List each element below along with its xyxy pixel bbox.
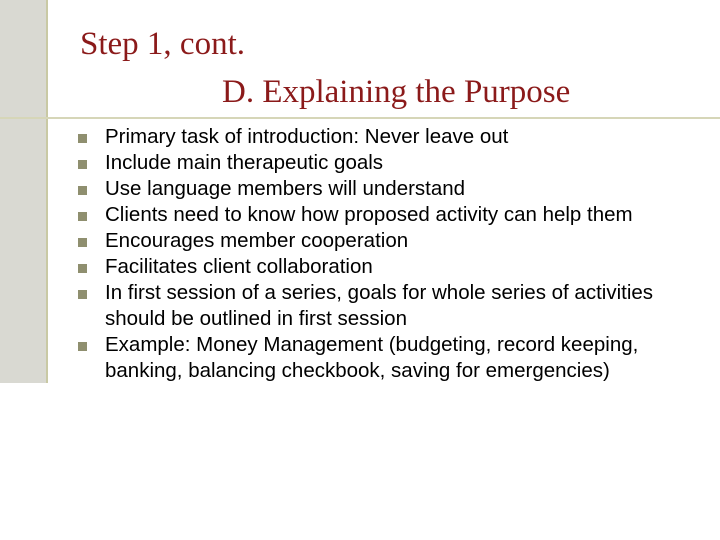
- slide-title: [80, 20, 570, 116]
- title-line-1: Step 1, cont.: [80, 26, 245, 62]
- bullet-item: Include main therapeutic goals: [78, 150, 698, 176]
- title-divider: [0, 117, 720, 119]
- bullet-item: Facilitates client collaboration: [78, 254, 698, 280]
- square-bullet-icon: [78, 290, 87, 299]
- bullet-item: Primary task of introduction: Never leave out: [78, 124, 698, 150]
- title-line-2: D. Explaining the Purpose: [222, 74, 571, 110]
- bullet-item: Encourages member cooperation: [78, 228, 698, 254]
- square-bullet-icon: [78, 264, 87, 273]
- decorative-side-bar: [0, 0, 48, 383]
- square-bullet-icon: [78, 186, 87, 195]
- square-bullet-icon: [78, 134, 87, 143]
- square-bullet-icon: [78, 342, 87, 351]
- bullet-item: In first session of a series, goals for whole series of activities should be outlined in first session: [78, 280, 698, 332]
- square-bullet-icon: [78, 160, 87, 169]
- bullet-item: Example: Money Management (budgeting, record keeping, banking, balancing checkbook, saving for emergencies): [78, 332, 698, 384]
- bullet-list: [78, 124, 698, 384]
- bullet-item: Clients need to know how proposed activity can help them: [78, 202, 698, 228]
- square-bullet-icon: [78, 212, 87, 221]
- square-bullet-icon: [78, 238, 87, 247]
- bullet-item: Use language members will understand: [78, 176, 698, 202]
